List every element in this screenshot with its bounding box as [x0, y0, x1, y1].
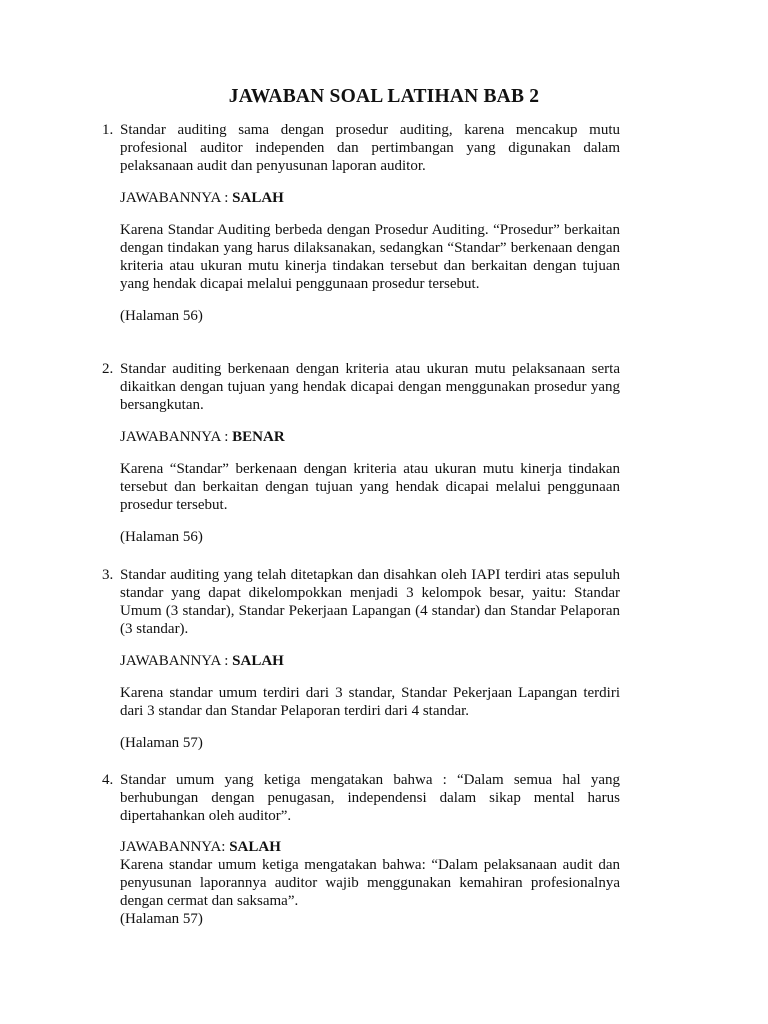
list-item [102, 360, 620, 546]
explanation-text: Karena Standar Auditing berbeda dengan Prosedur Auditing. “Prosedur” berkaitan dengan tindakan yang harus dilaksanakan, sedangkan “Standar” berkenaan dengan kriteria atau ukuran mutu kinerja tindakan tersebut dan berkaitan dengan tujuan yang hendak dicapai melalui penggunaan prosedur tersebut. [120, 222, 620, 292]
item-number: 3. [102, 567, 114, 583]
list-item [102, 121, 620, 325]
explanation-text: Karena standar umum ketiga mengatakan bahwa: “Dalam pelaksanaan audit dan penyusunan laporannya auditor wajib menggunakan kemahiran profesionalnya dengan cermat dan saksama”. [120, 857, 620, 909]
page-reference: (Halaman 56) [120, 529, 203, 545]
page-title: JAWABAN SOAL LATIHAN BAB 2 [228, 86, 540, 107]
answer-label: JAWABANNYA : [120, 653, 229, 669]
list-item [102, 566, 620, 752]
page-reference: (Halaman 56) [120, 308, 203, 324]
page-reference: (Halaman 57) [120, 911, 203, 927]
page-reference: (Halaman 57) [120, 735, 203, 751]
answer-line [120, 428, 620, 446]
question-text: Standar auditing sama dengan prosedur auditing, karena mencakup mutu profesional auditor independen dan pertimbangan yang digunakan dalam pelaksanaan audit dan penyusunan laporan auditor. [120, 122, 620, 174]
item-number: 1. [102, 122, 114, 138]
question-text: Standar auditing berkenaan dengan kriteria atau ukuran mutu pelaksanaan serta dikaitkan dengan tujuan yang hendak dicapai dengan menggunakan prosedur yang bersangkutan. [120, 361, 620, 413]
answer-line [120, 652, 620, 670]
question-text: Standar auditing yang telah ditetapkan dan disahkan oleh IAPI terdiri atas sepuluh standar yang dapat dikelompokkan menjadi 3 kelompok besar, yaitu: Standar Umum (3 standar), Standar Pekerjaan Lapangan (4 standar) dan Standar Pelaporan (3 standar). [120, 567, 620, 637]
explanation-text: Karena standar umum terdiri dari 3 standar, Standar Pekerjaan Lapangan terdiri dari 3 standar dan Standar Pelaporan terdiri dari 4 standar. [120, 685, 620, 719]
explanation-text: Karena “Standar” berkenaan dengan kriteria atau ukuran mutu kinerja tindakan tersebut dan berkaitan dengan tujuan yang hendak dicapai melalui penggunaan prosedur tersebut. [120, 461, 620, 513]
answer-line [120, 838, 620, 856]
answer-value: SALAH [232, 653, 284, 669]
item-number: 2. [102, 361, 114, 377]
answer-value: SALAH [229, 839, 281, 855]
item-number: 4. [102, 772, 114, 788]
answer-value: SALAH [232, 190, 284, 206]
answer-label: JAWABANNYA : [120, 190, 229, 206]
answer-label: JAWABANNYA : [120, 429, 229, 445]
question-text: Standar umum yang ketiga mengatakan bahwa : “Dalam semua hal yang berhubungan dengan penugasan, independensi dalam sikap mental harus dipertahankan oleh auditor”. [120, 772, 620, 824]
answer-line [120, 189, 620, 207]
answer-value: BENAR [232, 429, 285, 445]
list-item [102, 771, 620, 928]
answer-label: JAWABANNYA: [120, 839, 226, 855]
